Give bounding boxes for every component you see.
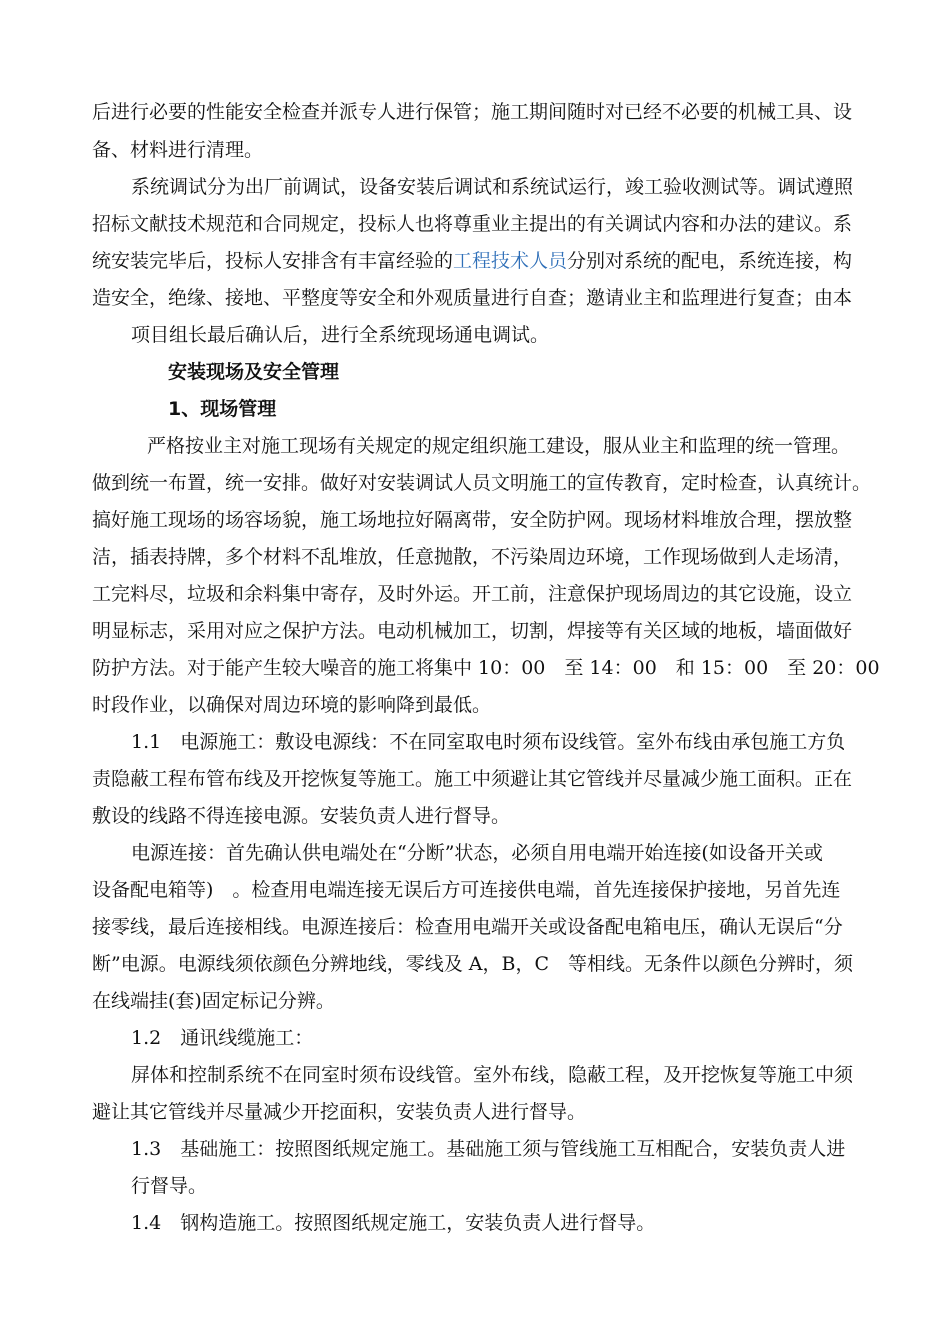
text-line: 1.3 基础施工：按照图纸规定施工。基础施工须与管线施工互相配合，安装负责人进 (131, 1138, 846, 1160)
text-line: 工完料尽，垃圾和余料集中寄存，及时外运。开工前，注意保护现场周边的其它设施，设立 (92, 583, 853, 605)
text-line: 洁，插表持牌，多个材料不乱堆放，任意抛散，不污染周边环境，工作现场做到人走场清， (92, 546, 853, 568)
text-line: 时段作业，以确保对周边环境的影响降到最低。 (92, 694, 492, 716)
text-line: 屏体和控制系统不在同室时须布设线管。室外布线，隐蔽工程，及开挖恢复等施工中须 (131, 1064, 854, 1086)
text-line: 电源连接：首先确认供电端处在“分断”状态，必须自用电端开始连接(如设备开关或 (131, 842, 823, 864)
text-line: 造安全，绝缘、接地、平整度等安全和外观质量进行自查；邀请业主和监理进行复查；由本 (92, 287, 853, 309)
text-line: 严格按业主对施工现场有关规定的规定组织施工建设，服从业主和监理的统一管理。 (147, 435, 851, 457)
subsection-heading: 1、现场管理 (168, 398, 277, 420)
text-line: 搞好施工现场的场容场貌，施工场地拉好隔离带，安全防护网。现场材料堆放合理，摆放整 (92, 509, 853, 531)
text-line: 断”电源。电源线须依颜色分辨地线，零线及 A，B，C 等相线。无条件以颜色分辨时，须 (92, 953, 853, 975)
text-line: 敷设的线路不得连接电源。安装负责人进行督导。 (92, 805, 511, 827)
text-line: 明显标志，采用对应之保护方法。电动机械加工，切割，焊接等有关区域的地板，墙面做好 (92, 620, 853, 642)
item-steel-structure: 1.4 钢构造施工。按照图纸规定施工，安装负责人进行督导。 (131, 1212, 656, 1234)
text-line: 项目组长最后确认后，进行全系统现场通电调试。 (131, 324, 550, 346)
text-line: 接零线，最后连接相线。电源连接后：检查用电端开关或设备配电箱电压，确认无误后“分 (92, 916, 843, 938)
text-segment: 分别对系统的配电，系统连接，构 (567, 250, 853, 272)
text-line: 1.1 电源施工：敷设电源线：不在同室取电时须布设线管。室外布线由承包施工方负 (131, 731, 846, 753)
text-segment: 统安装完毕后，投标人安排含有丰富经验的 (92, 250, 454, 272)
text-line: 责隐蔽工程布管布线及开挖恢复等施工。施工中须避让其它管线并尽量减少施工面积。正在 (92, 768, 853, 790)
engineering-staff-link[interactable]: 工程技术人员 (453, 250, 568, 272)
text-line: 做到统一布置，统一安排。做好对安装调试人员文明施工的宣传教育，定时检查，认真统计。 (92, 472, 872, 494)
text-line: 系统调试分为出厂前调试，设备安装后调试和系统试运行，竣工验收测试等。调试遵照 (131, 176, 854, 198)
text-line: 招标文献技术规范和合同规定，投标人也将尊重业主提出的有关调试内容和办法的建议。系 (92, 213, 853, 235)
text-line: 后进行必要的性能安全检查并派专人进行保管；施工期间随时对已经不必要的机械工具、设 (92, 101, 853, 123)
text-line: 避让其它管线并尽量减少开挖面积，安装负责人进行督导。 (92, 1101, 587, 1123)
text-line: 行督导。 (131, 1175, 208, 1197)
text-line: 在线端挂(套)固定标记分辨。 (92, 990, 335, 1012)
text-line: 防护方法。对于能产生较大噪音的施工将集中 10：00 至 14：00 和 15：00 至 20：00 (92, 657, 880, 679)
section-heading: 安装现场及安全管理 (168, 361, 340, 383)
text-line: 设备配电箱等) 。检查用电端连接无误后方可连接供电端，首先连接保护接地，另首先连 (92, 879, 841, 901)
text-line: 备、材料进行清理。 (92, 139, 264, 161)
item-communication-cable: 1.2 通讯线缆施工： (131, 1027, 314, 1049)
text-line-with-link (92, 249, 852, 273)
